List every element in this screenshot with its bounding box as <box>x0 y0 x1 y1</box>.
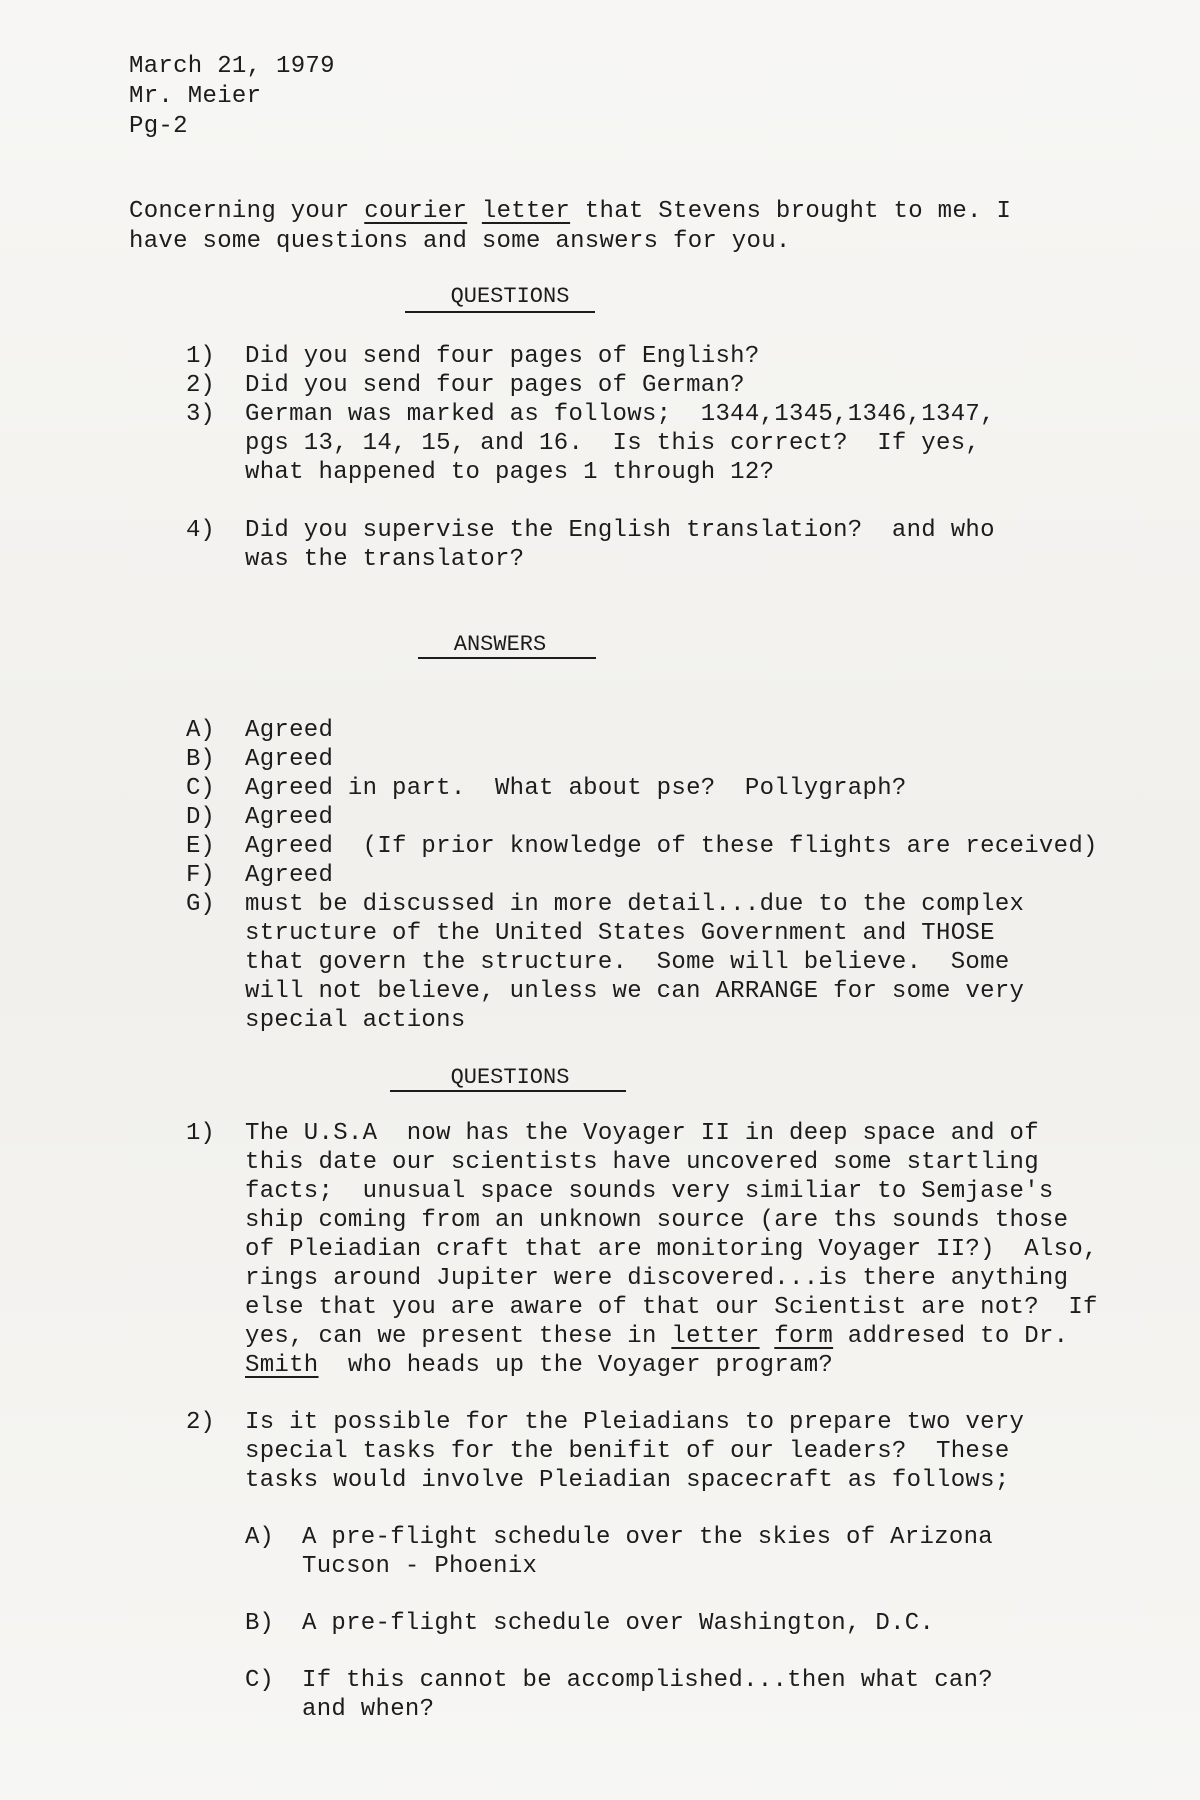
answer-d-letter: D) <box>186 804 215 831</box>
question-2-2-line-2: special tasks for the benifit of our leaders? These <box>245 1438 1010 1465</box>
question-3-line-3: what happened to pages 1 through 12? <box>245 459 775 486</box>
answer-c-letter: C) <box>186 775 215 802</box>
question-2-1-number: 1) <box>186 1120 215 1147</box>
letter-date: March 21, 1979 <box>129 53 335 80</box>
answer-g-line-1: must be discussed in more detail...due to the complex <box>245 891 1025 918</box>
intro-line-1: Concerning your courier letter that Stevens brought to me. I <box>129 198 1012 225</box>
subitem-a-line-2: Tucson - Phoenix <box>302 1553 538 1580</box>
answer-g-line-5: special actions <box>245 1007 466 1034</box>
questions-heading-1: QUESTIONS <box>450 284 570 309</box>
question-2-text: Did you send four pages of German? <box>245 372 745 399</box>
subitem-c-line-2: and when? <box>302 1696 435 1723</box>
answer-b-letter: B) <box>186 746 215 773</box>
question-2-1-line-6: rings around Jupiter were discovered...is there anything <box>245 1265 1069 1292</box>
heading-underline <box>390 1090 626 1092</box>
answer-f-text: Agreed <box>245 862 334 889</box>
question-2-1-line-7: else that you are aware of that our Scientist are not? If <box>245 1294 1098 1321</box>
question-3-line-1: German was marked as follows; 1344,1345,1346,1347, <box>245 401 995 428</box>
question-2-number: 2) <box>186 372 215 399</box>
answer-g-line-2: structure of the United States Government and THOSE <box>245 920 995 947</box>
question-2-1-line-1: The U.S.A now has the Voyager II in deep space and of <box>245 1120 1039 1147</box>
question-1-text: Did you send four pages of English? <box>245 343 760 370</box>
question-4-number: 4) <box>186 517 215 544</box>
answer-g-line-4: will not believe, unless we can ARRANGE for some very <box>245 978 1025 1005</box>
subitem-b-line-1: A pre-flight schedule over Washington, D.C. <box>302 1610 935 1637</box>
question-2-2-number: 2) <box>186 1409 215 1436</box>
answer-a-letter: A) <box>186 717 215 744</box>
subitem-b-letter: B) <box>245 1610 274 1637</box>
question-2-1-line-9: Smith who heads up the Voyager program? <box>245 1352 834 1379</box>
letter-recipient: Mr. Meier <box>129 83 262 110</box>
answer-e-letter: E) <box>186 833 215 860</box>
page-number: Pg-2 <box>129 113 188 140</box>
question-4-line-2: was the translator? <box>245 546 525 573</box>
subitem-a-line-1: A pre-flight schedule over the skies of Arizona <box>302 1524 994 1551</box>
question-2-1-line-8: yes, can we present these in letter form addresed to Dr. <box>245 1323 1069 1350</box>
subitem-c-line-1: If this cannot be accomplished...then what can? <box>302 1667 994 1694</box>
answer-g-line-3: that govern the structure. Some will believe. Some <box>245 949 1010 976</box>
question-1-number: 1) <box>186 343 215 370</box>
question-2-2-line-3: tasks would involve Pleiadian spacecraft as follows; <box>245 1467 1010 1494</box>
question-2-1-line-3: facts; unusual space sounds very similiar to Semjase's <box>245 1178 1054 1205</box>
answer-a-text: Agreed <box>245 717 334 744</box>
question-4-line-1: Did you supervise the English translation? and who <box>245 517 995 544</box>
intro-line-2: have some questions and some answers for you. <box>129 228 791 255</box>
heading-underline <box>405 311 595 313</box>
answer-f-letter: F) <box>186 862 215 889</box>
subitem-a-letter: A) <box>245 1524 274 1551</box>
questions-heading-2: QUESTIONS <box>450 1065 570 1090</box>
question-2-2-line-1: Is it possible for the Pleiadians to prepare two very <box>245 1409 1025 1436</box>
question-2-1-line-5: of Pleiadian craft that are monitoring Voyager II?) Also, <box>245 1236 1098 1263</box>
answer-e-text: Agreed (If prior knowledge of these flights are received) <box>245 833 1098 860</box>
subitem-c-letter: C) <box>245 1667 274 1694</box>
answer-g-letter: G) <box>186 891 215 918</box>
question-2-1-line-4: ship coming from an unknown source (are ths sounds those <box>245 1207 1069 1234</box>
question-2-1-line-2: this date our scientists have uncovered some startling <box>245 1149 1039 1176</box>
question-3-line-2: pgs 13, 14, 15, and 16. Is this correct? If yes, <box>245 430 981 457</box>
answers-heading: ANSWERS <box>453 632 547 657</box>
heading-underline <box>418 657 596 659</box>
answer-d-text: Agreed <box>245 804 334 831</box>
answer-b-text: Agreed <box>245 746 334 773</box>
answer-c-text: Agreed in part. What about pse? Pollygraph? <box>245 775 907 802</box>
question-3-number: 3) <box>186 401 215 428</box>
